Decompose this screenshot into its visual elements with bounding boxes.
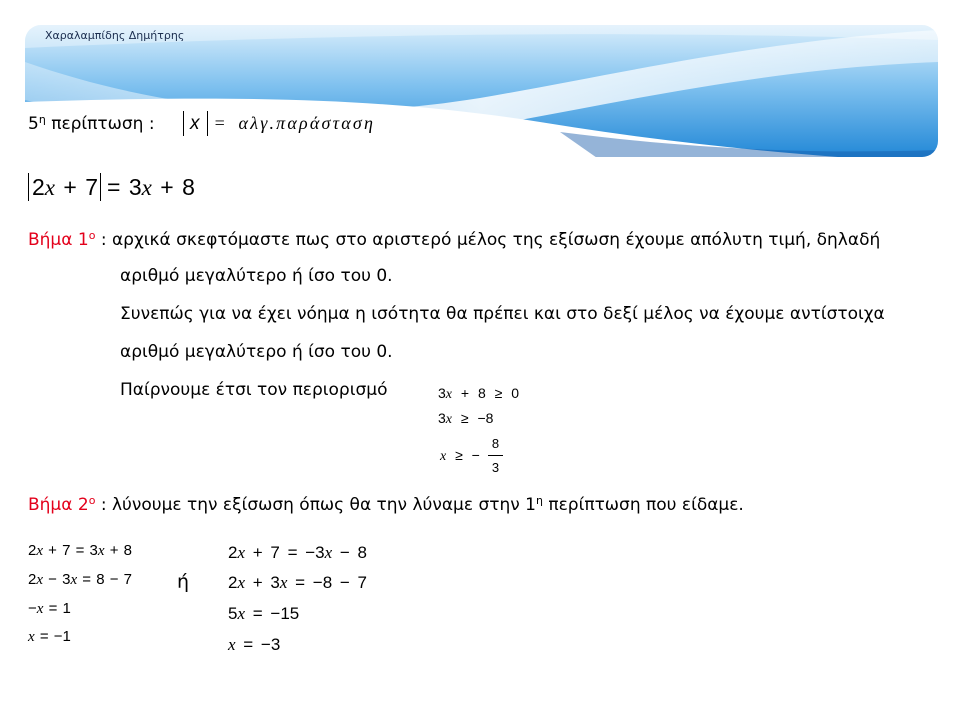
step2-text-before: : λύνουμε την εξίσωση όπως θα την λύναμε στην 1 bbox=[95, 495, 536, 515]
equation-rest: = 3x + 8 bbox=[107, 174, 195, 200]
step2-text-after: περίπτωση που είδαμε. bbox=[542, 495, 744, 515]
step1-label: Βήμα 1 bbox=[28, 230, 89, 250]
equation-abs: 2x + 7 bbox=[32, 174, 99, 200]
fraction-denominator: 3 bbox=[491, 460, 500, 475]
header-banner bbox=[0, 0, 960, 170]
step1-text: : αρχικά σκεφτόμαστε πως στο αριστερό μέλος της εξίσωση έχουμε απόλυτη τιμή, δηλαδή bbox=[95, 230, 881, 250]
main-equation bbox=[28, 172, 195, 203]
solution-a-line-1: 2x + 7 = 3x + 8 bbox=[28, 542, 132, 559]
case-number-sup: η bbox=[38, 113, 46, 126]
solution-a-line-3: −x = 1 bbox=[28, 600, 71, 617]
solution-b-line-3: 5x = −15 bbox=[228, 604, 300, 623]
case-formula-rest: = αλγ.παράσταση bbox=[213, 113, 376, 133]
absolute-value-bars bbox=[28, 173, 101, 201]
step1-line-3: Συνεπώς για να έχει νόημα η ισότητα θα πρέπει και στο δεξί μέλος να έχουμε αντίστοιχα bbox=[120, 304, 885, 324]
case-heading bbox=[28, 113, 155, 135]
case-number: 5 bbox=[28, 114, 39, 134]
step2-text-sup: η bbox=[535, 494, 543, 507]
constraint-line-2: 3x ≥ −8 bbox=[438, 410, 494, 427]
constraint-line-1: 3x + 8 ≥ 0 bbox=[438, 385, 520, 402]
or-symbol: ή bbox=[177, 571, 190, 593]
case-label: περίπτωση : bbox=[45, 114, 155, 134]
absolute-value-bars bbox=[183, 111, 208, 136]
step1-line-5: Παίρνουμε έτσι τον περιορισμό bbox=[120, 380, 388, 400]
case-formula bbox=[183, 110, 375, 136]
step1-line-2: αριθμό μεγαλύτερο ή ίσο του 0. bbox=[120, 266, 393, 286]
step1-line-1 bbox=[28, 229, 880, 251]
fraction-numerator: 8 bbox=[488, 436, 503, 456]
fraction bbox=[488, 436, 503, 476]
constraint-line-3 bbox=[440, 436, 503, 476]
constraint-line-3-left: x ≥ − bbox=[440, 447, 480, 464]
solution-b-line-1: 2x + 7 = −3x − 8 bbox=[228, 543, 367, 562]
solution-b-line-2: 2x + 3x = −8 − 7 bbox=[228, 573, 367, 592]
solution-b-line-4: x = −3 bbox=[228, 635, 281, 654]
solution-a-line-2: 2x − 3x = 8 − 7 bbox=[28, 571, 132, 588]
author-name: Χαραλαμπίδης Δημήτρης bbox=[45, 29, 185, 42]
step1-label-sup: ο bbox=[88, 229, 96, 242]
step1-line-4: αριθμό μεγαλύτερο ή ίσο του 0. bbox=[120, 342, 393, 362]
case-formula-abs: x bbox=[190, 113, 200, 134]
step2-label: Βήμα 2 bbox=[28, 495, 89, 515]
step2-line bbox=[28, 494, 744, 516]
step2-label-sup: ο bbox=[88, 494, 96, 507]
solution-a-line-4: x = −1 bbox=[28, 628, 71, 645]
